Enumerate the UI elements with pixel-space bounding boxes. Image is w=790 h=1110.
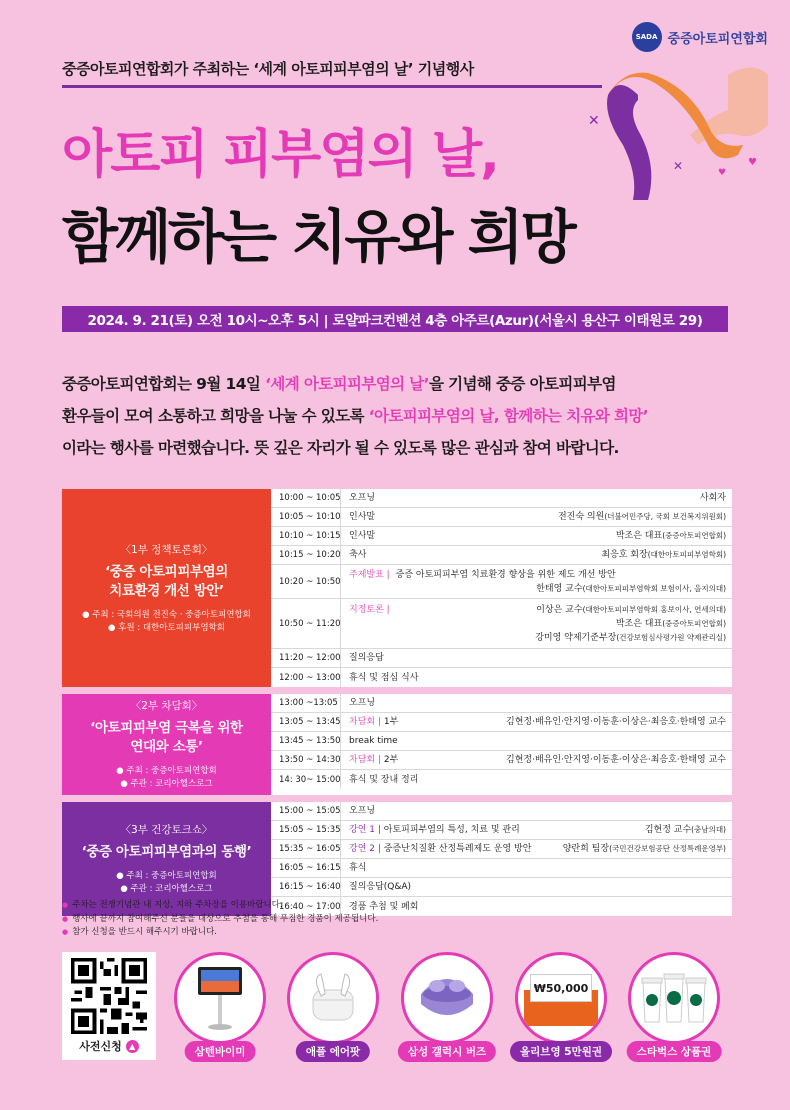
svg-text:♥: ♥: [748, 157, 757, 168]
row-time: 12:00 ~ 13:00: [271, 668, 341, 687]
section-host: ● 주최 : 중증아토피연합회: [116, 766, 217, 776]
title-line-2: 함께하는 치유와 희망: [62, 203, 574, 271]
section-part: 〈2부 차담회〉: [130, 700, 203, 712]
schedule-row: 14: 30~ 15:00 휴식 및 장내 정리: [271, 770, 732, 789]
schedule-row: 13:05 ~ 13:45 차담회 | 1부 김현정·배유인·안지영·이동훈·이상은·최응호·한태영 교수: [271, 713, 732, 732]
event-subtitle: 중증아토피연합회가 주최하는 ‘세계 아토피피부염의 날’ 기념행사: [62, 60, 474, 78]
svg-text:♥: ♥: [718, 168, 727, 178]
section-header: [62, 489, 271, 687]
row-time: 13:45 ~ 13:50: [271, 732, 341, 750]
subtitle-underline: [62, 85, 602, 88]
row-time: 15:05 ~ 15:35: [271, 821, 341, 839]
schedule-row: 16:40 ~ 17:00 경품 추첨 및 폐회: [271, 897, 732, 916]
row-time: 13:05 ~ 13:45: [271, 713, 341, 731]
row-time: 16:40 ~ 17:00: [271, 897, 341, 916]
prize-label: 애플 에어팟: [296, 1041, 370, 1062]
stand-tv-icon: [174, 952, 266, 1044]
schedule-row: 13:45 ~ 13:50 break time: [271, 732, 732, 751]
section-policy-forum: [62, 489, 732, 687]
schedule-row: 11:20 ~ 12:00 질의응답: [271, 649, 732, 668]
event-notes: [62, 899, 378, 940]
schedule-row: 13:50 ~ 14:30 차담회 | 2부 김현정·배유인·안지영·이동훈·이상은·최응호·한태영 교수: [271, 751, 732, 770]
section-header: [62, 694, 271, 795]
schedule-row: 10:50 ~ 11:20 지정토론 | 이상은 교수(대한아토피피부염학회 홍보이사, 연세의대) 박조은 대표(중증아토피연합회) 강미영 약제기준부장(건강보험심사평가원 약제관리실): [271, 599, 732, 649]
schedule-row: 10:20 ~ 10:50 주제발표 | 중증 아토피피부염 치료환경 향상을 위한 제도 개선 방안 한태영 교수(대한아토피피부염학회 보험이사, 을지의대): [271, 565, 732, 599]
schedule-row: 10:15 ~ 10:20 축사 최응호 회장(대한아토피피부염학회): [271, 546, 732, 565]
schedule-row: 10:00 ~ 10:05 오프닝 사회자: [271, 489, 732, 508]
gift-card-amount: ₩50,000: [530, 974, 592, 1002]
title-line-1: 아토피 피부염의 날,: [62, 125, 498, 185]
prize-label: 스타벅스 상품권: [627, 1041, 722, 1062]
coffee-cups-icon: [628, 952, 720, 1044]
qr-code-icon[interactable]: [71, 958, 147, 1034]
row-time: 10:20 ~ 10:50: [271, 565, 341, 598]
section-rows: [271, 489, 732, 687]
row-time: 16:15 ~ 16:40: [271, 878, 341, 896]
row-time: 10:50 ~ 11:20: [271, 599, 341, 648]
galaxy-buds-icon: [401, 952, 493, 1044]
prize-label: 올리브영 5만원권: [510, 1041, 612, 1062]
prize-label: 삼성 갤럭시 버즈: [398, 1041, 496, 1062]
row-time: 14: 30~ 15:00: [271, 770, 341, 789]
schedule-row: 15:35 ~ 16:05 강연 2 | 중증난치질환 산정특례제도 운영 방안 양란희 팀장(국민건강보험공단 산정특례운영부): [271, 840, 732, 859]
svg-text:✕: ✕: [588, 113, 600, 129]
row-time: 10:05 ~ 10:10: [271, 508, 341, 526]
section-tea-meeting: [62, 694, 732, 795]
svg-text:✕: ✕: [673, 159, 684, 173]
row-time: 13:00 ~13:05: [271, 694, 341, 712]
registration-qr[interactable]: [62, 952, 156, 1060]
section-sponsor: ● 후원 : 대한아토피피부염학회: [108, 622, 225, 633]
ribbon-hand-illustration: [578, 55, 778, 205]
section-part: 〈1부 정책토론회〉: [120, 543, 213, 556]
section-part: 〈3부 건강토크쇼〉: [120, 824, 213, 836]
schedule-row: 12:00 ~ 13:00 휴식 및 점심 식사: [271, 668, 732, 687]
note-item: ● 참가 신청을 반드시 해주시기 바랍니다.: [62, 926, 378, 940]
row-time: 10:10 ~ 10:15: [271, 527, 341, 545]
section-title: ‘아토피피부염 극복을 위한 연대와 소통’: [90, 720, 243, 755]
org-name: 중증아토피연합회: [667, 31, 768, 47]
program-schedule: [62, 489, 732, 923]
row-time: 15:35 ~ 16:05: [271, 840, 341, 858]
row-time: 10:15 ~ 10:20: [271, 546, 341, 564]
section-host: ● 주최 : 중증아토피연합회: [116, 871, 217, 881]
row-time: 10:00 ~ 10:05: [271, 489, 341, 507]
prize-label: 삼텐바이미: [185, 1041, 256, 1062]
earbuds-case-icon: [287, 952, 379, 1044]
schedule-row: 16:05 ~ 16:15 휴식: [271, 859, 732, 878]
prize-item: [170, 952, 270, 1062]
row-time: 11:20 ~ 12:00: [271, 649, 341, 667]
row-time: 13:50 ~ 14:30: [271, 751, 341, 769]
prize-item: [511, 952, 611, 1062]
section-organizer: ● 주관 : 코리아헬스로그: [120, 884, 213, 894]
intro-line-2: 환우들이 모여 소통하고 희망을 나눌 수 있도록 ‘아토피피부염의 날, 함께하는 치유와 희망’: [62, 407, 649, 425]
intro-line-3: 이라는 행사를 마련했습니다. 뜻 깊은 자리가 될 수 있도록 많은 관심과 참여 바랍니다.: [62, 439, 619, 457]
event-introduction: [62, 368, 732, 464]
org-logo: [632, 22, 768, 52]
section-title: ‘중증 아토피피부염의 치료환경 개선 방안’: [105, 563, 228, 599]
schedule-row: 15:00 ~ 15:05 오프닝: [271, 802, 732, 821]
schedule-row: 13:00 ~13:05 오프닝: [271, 694, 732, 713]
note-item: ● 주차는 전쟁기념관 내 지상, 지하 주차장을 이용바랍니다.: [62, 899, 378, 913]
schedule-row: 16:15 ~ 16:40 질의응답(Q&A): [271, 878, 732, 897]
prize-item: [283, 952, 383, 1062]
arrow-up-icon: ▲: [126, 1040, 139, 1053]
event-date-location-bar: 2024. 9. 21(토) 오전 10시~오후 5시 | 로얄파크컨벤션 4층 아주르(Azur)(서울시 용산구 이태원로 29): [62, 306, 728, 332]
note-item: ● 행사에 끝까지 참여해주신 분들을 대상으로 추첨을 통해 푸짐한 경품이 제공됩니다.: [62, 913, 378, 927]
section-title: ‘중증 아토피피부염과의 동행’: [81, 844, 252, 860]
register-label[interactable]: 사전신청 ▲: [79, 1038, 139, 1054]
prize-item: [397, 952, 497, 1062]
intro-line-1: 중증아토피연합회는 9월 14일 ‘세계 아토피피부염의 날’을 기념해 중증 아토피피부염: [62, 375, 616, 393]
schedule-row: 10:10 ~ 10:15 인사말 박조은 대표(중증아토피연합회): [271, 527, 732, 546]
section-host: ● 주최 : 국회의원 전진숙 · 중증아토피연합회: [82, 609, 251, 620]
row-time: 15:00 ~ 15:05: [271, 802, 341, 820]
schedule-row: 15:05 ~ 15:35 강연 1 | 아토피피부염의 특성, 치료 및 관리 김현정 교수(충남의대): [271, 821, 732, 840]
sada-logo-icon: SADA: [632, 22, 662, 52]
row-time: 16:05 ~ 16:15: [271, 859, 341, 877]
section-rows: [271, 694, 732, 795]
prize-item: [624, 952, 724, 1062]
section-organizer: ● 주관 : 코리아헬스로그: [120, 779, 213, 789]
schedule-row: 10:05 ~ 10:10 인사말 전진숙 의원(더불어민주당, 국회 보건복지위원회): [271, 508, 732, 527]
gift-card-icon: [515, 952, 607, 1044]
